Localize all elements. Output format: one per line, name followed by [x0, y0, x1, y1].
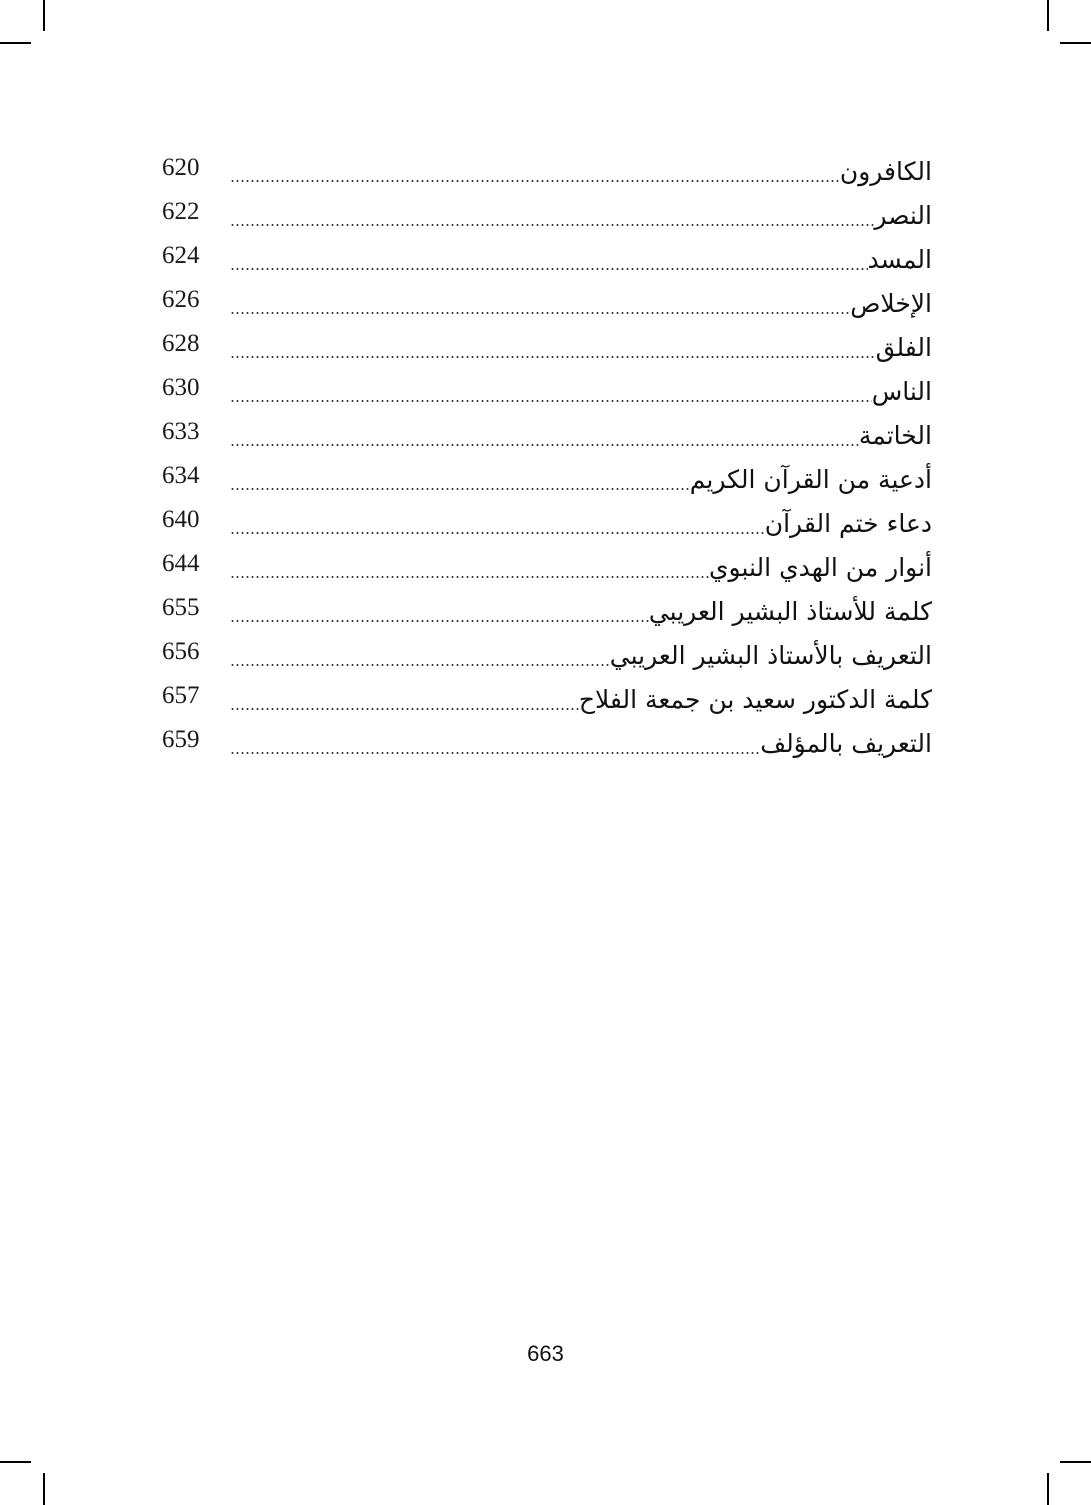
dot-leader — [230, 488, 690, 490]
toc-entry-title: التعريف بالأستاذ البشير العريبي — [609, 641, 932, 670]
crop-mark-top-right-v — [1047, 0, 1049, 31]
toc-page-number: 644 — [162, 550, 200, 577]
toc-page-number: 620 — [162, 154, 200, 181]
dot-leader — [230, 664, 610, 666]
toc-entry[interactable] — [160, 680, 932, 724]
crop-mark-top-right-h — [1060, 42, 1091, 44]
toc-entry-title: أدعية من القرآن الكريم — [689, 465, 932, 494]
table-of-contents — [160, 152, 932, 768]
toc-page-number: 622 — [162, 198, 200, 225]
toc-page-number: 659 — [162, 726, 200, 753]
toc-entry[interactable] — [160, 724, 932, 768]
dot-leader — [230, 224, 874, 226]
toc-entry[interactable] — [160, 328, 932, 372]
dot-leader — [230, 444, 859, 446]
toc-page-number: 624 — [162, 242, 200, 269]
crop-mark-bottom-left-h — [0, 1461, 31, 1463]
toc-entry-title: المسد — [867, 245, 932, 274]
toc-page-number: 628 — [162, 330, 200, 357]
toc-page-number: 657 — [162, 682, 200, 709]
toc-entry-title: الكافرون — [839, 157, 932, 186]
toc-entry[interactable] — [160, 372, 932, 416]
toc-entry[interactable] — [160, 460, 932, 504]
toc-entry-title: الفلق — [875, 333, 932, 362]
dot-leader — [230, 752, 760, 754]
toc-entry-title: التعريف بالمؤلف — [760, 729, 932, 758]
toc-entry[interactable] — [160, 284, 932, 328]
crop-mark-bottom-right-v — [1047, 1473, 1049, 1505]
dot-leader — [230, 620, 649, 622]
toc-entry[interactable] — [160, 592, 932, 636]
dot-leader — [230, 708, 579, 710]
dot-leader — [230, 312, 850, 314]
toc-entry-title: كلمة الدكتور سعيد بن جمعة الفلاح — [578, 685, 932, 714]
dot-leader — [230, 356, 876, 358]
dot-leader — [230, 400, 872, 402]
toc-page-number: 633 — [162, 418, 200, 445]
dot-leader — [230, 532, 765, 534]
toc-page-number: 626 — [162, 286, 200, 313]
toc-page-number: 655 — [162, 594, 200, 621]
toc-page-number: 630 — [162, 374, 200, 401]
toc-entry-title: كلمة للأستاذ البشير العريبي — [648, 597, 932, 626]
page-number-footer: 663 — [527, 1341, 564, 1366]
toc-entry-title: الناس — [871, 377, 932, 406]
dot-leader — [230, 576, 709, 578]
toc-entry-title: أنوار من الهدي النبوي — [708, 553, 932, 582]
toc-entry[interactable] — [160, 416, 932, 460]
toc-page-number: 640 — [162, 506, 200, 533]
toc-entry-title: النصر — [874, 201, 932, 230]
toc-entry[interactable] — [160, 504, 932, 548]
crop-mark-bottom-right-h — [1060, 1461, 1091, 1463]
dot-leader — [230, 180, 840, 182]
toc-page-number: 656 — [162, 638, 200, 665]
toc-entry[interactable] — [160, 240, 932, 284]
toc-entry[interactable] — [160, 196, 932, 240]
toc-entry-title: الخاتمة — [858, 421, 932, 450]
toc-entry[interactable] — [160, 152, 932, 196]
toc-entry[interactable] — [160, 636, 932, 680]
dot-leader — [230, 268, 868, 270]
toc-entry-title: الإخلاص — [850, 289, 932, 318]
crop-mark-bottom-left-v — [43, 1473, 45, 1505]
crop-mark-top-left-v — [43, 0, 45, 31]
toc-entry-title: دعاء ختم القرآن — [764, 509, 932, 538]
toc-page-number: 634 — [162, 462, 200, 489]
toc-entry[interactable] — [160, 548, 932, 592]
crop-mark-top-left-h — [0, 42, 31, 44]
